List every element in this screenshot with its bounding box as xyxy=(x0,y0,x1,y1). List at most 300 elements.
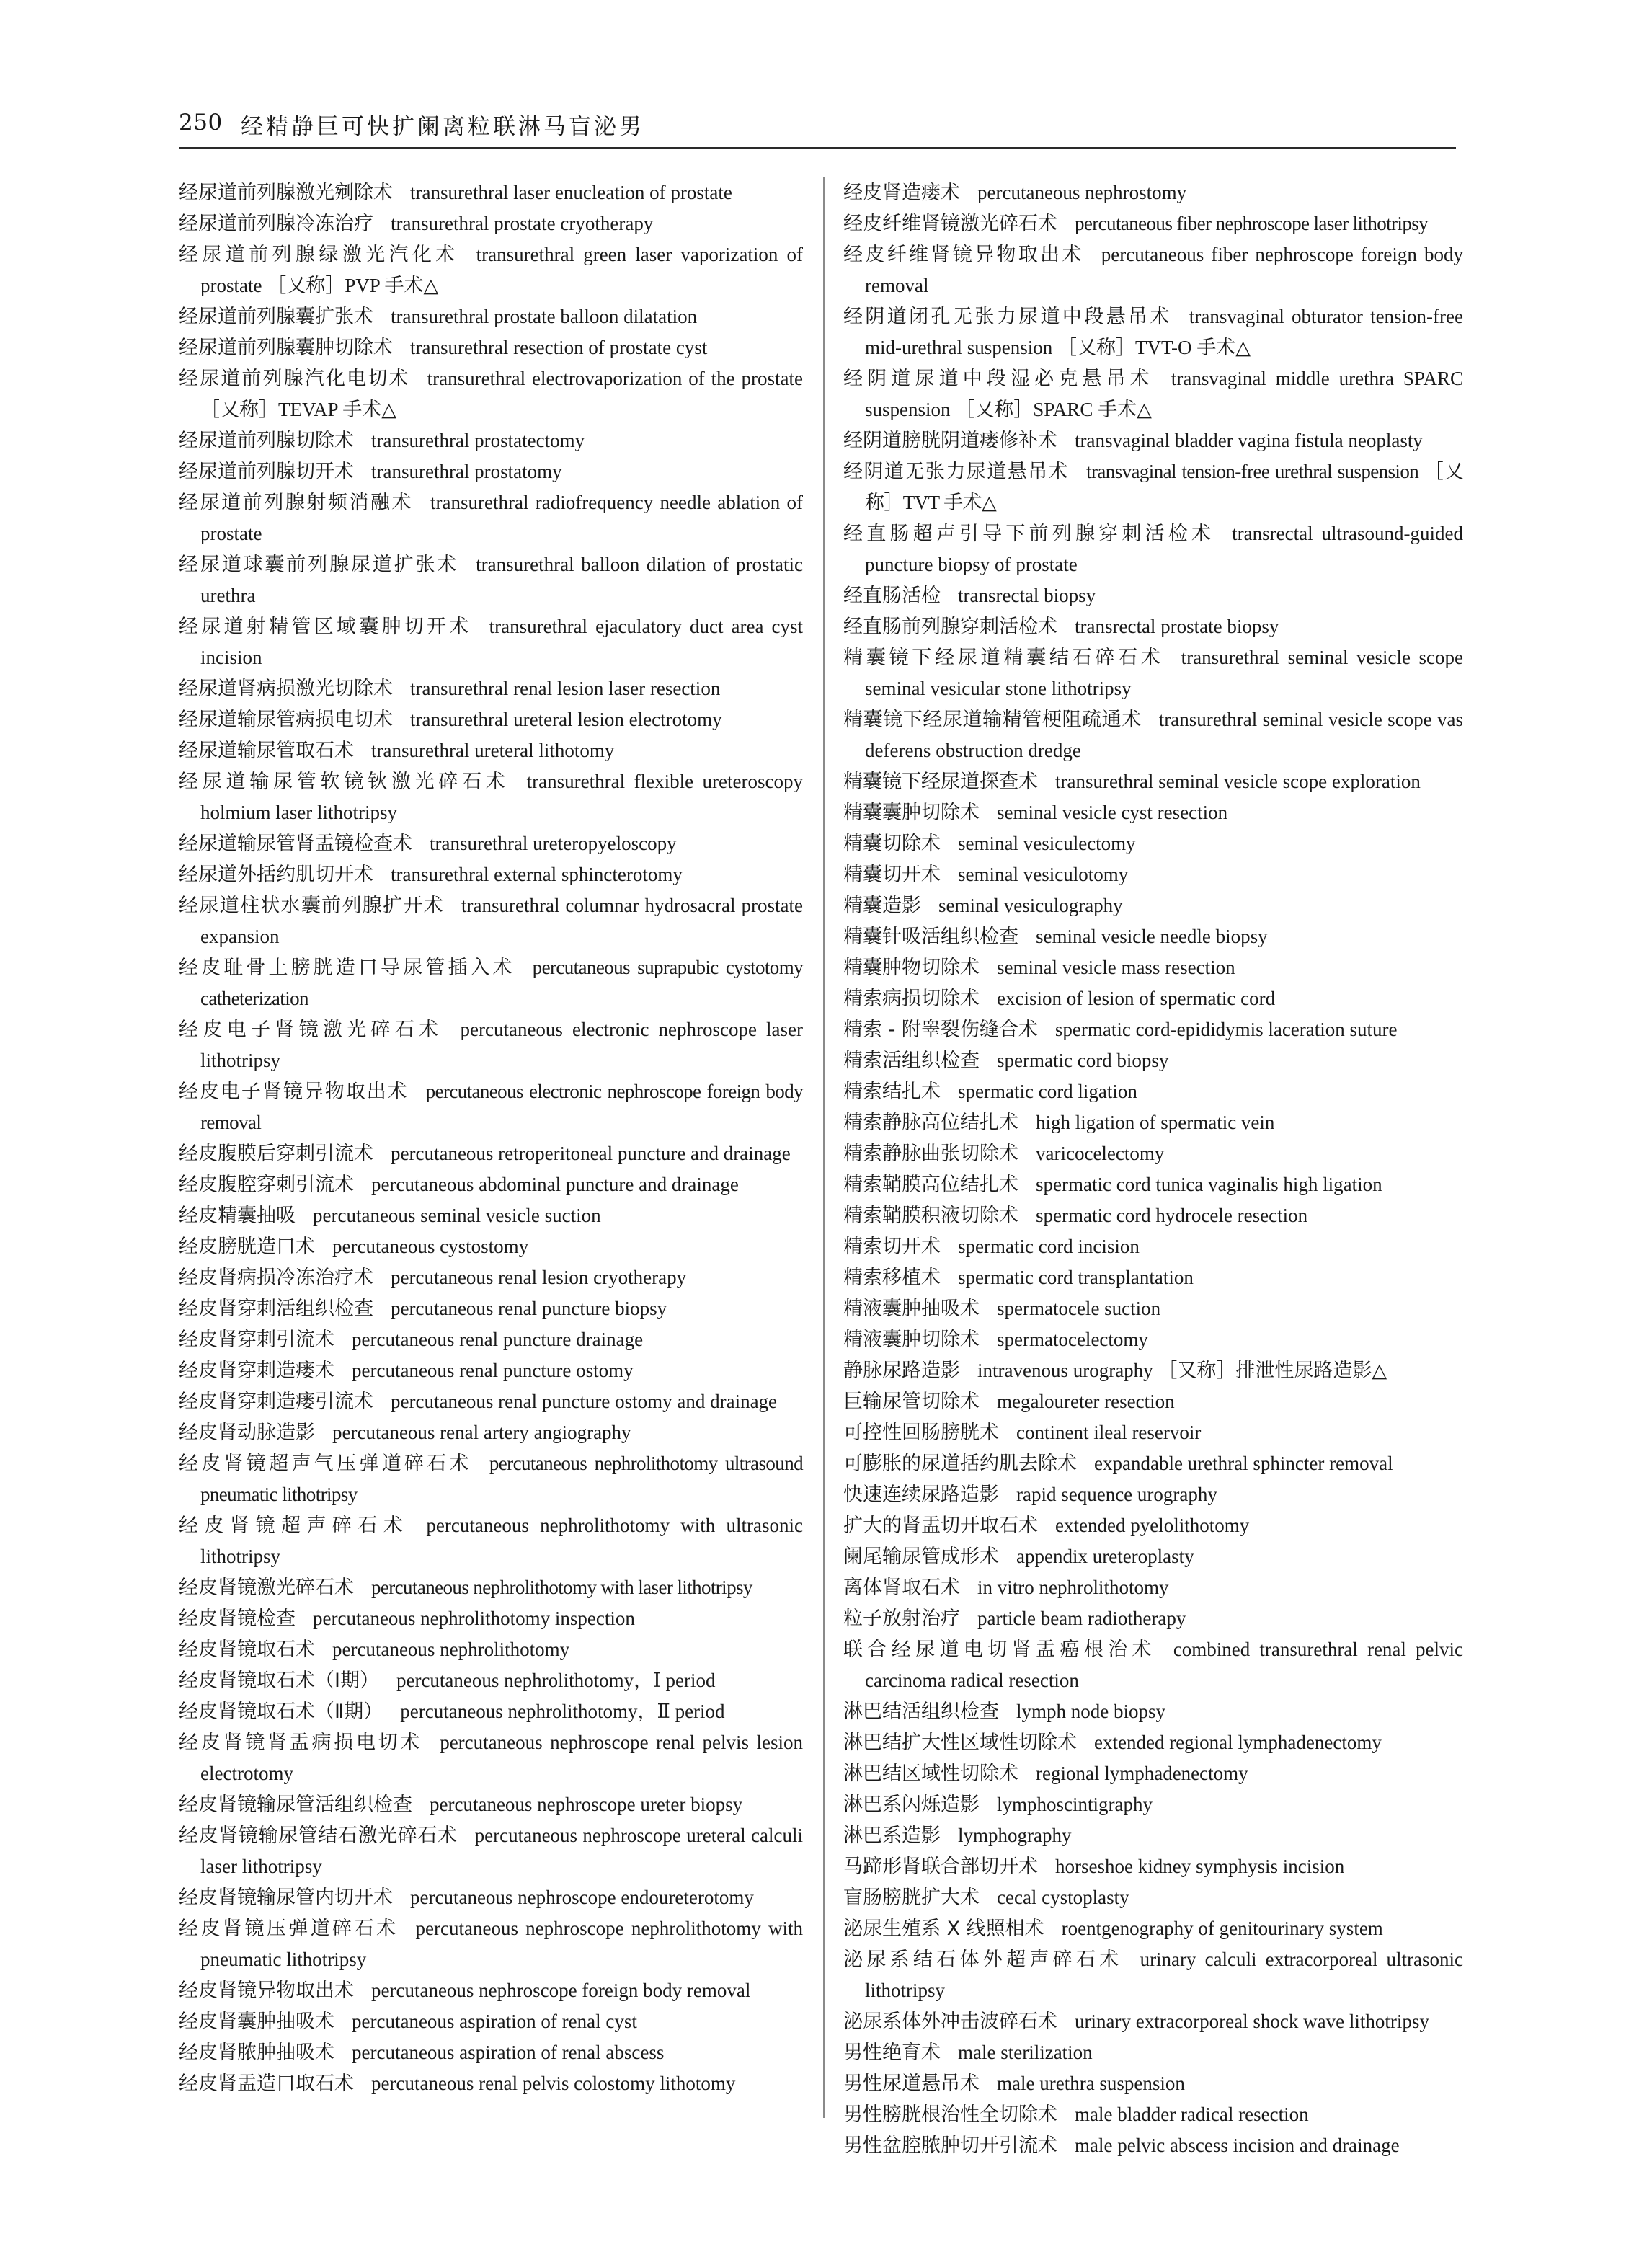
glossary-entry xyxy=(179,1696,803,1727)
entry-chinese-term: 经皮肾镜输尿管活组织检查 xyxy=(179,1794,412,1816)
glossary-entry xyxy=(843,890,1463,921)
entry-chinese-term: 经皮肾镜检查 xyxy=(179,1608,296,1630)
entry-chinese-term: 联合经尿道电切肾盂癌根治术 xyxy=(843,1639,1156,1661)
entry-chinese-term: 精索鞘膜积液切除术 xyxy=(843,1205,1018,1227)
entry-chinese-term: 经尿道输尿管软镜钬激光碎石术 xyxy=(179,771,510,793)
glossary-entry xyxy=(179,239,803,301)
entry-chinese-term: 经尿道前列腺囊扩张术 xyxy=(179,306,373,328)
entry-english-term: percutaneous electronic nephroscope laser lithotripsy xyxy=(200,1019,803,1071)
entry-chinese-term: 精囊镜下经尿道输精管梗阻疏通术 xyxy=(843,709,1142,731)
glossary-entry xyxy=(843,1138,1463,1169)
entry-chinese-term: 精囊肿物切除术 xyxy=(843,957,980,979)
entry-chinese-term: 淋巴系闪烁造影 xyxy=(843,1794,980,1816)
entry-english-term: spermatocele suction xyxy=(997,1298,1161,1319)
entry-english-term: lymph node biopsy xyxy=(1016,1701,1165,1722)
entry-english-term: extended regional lymphadenectomy xyxy=(1094,1732,1382,1753)
entry-english-term: transurethral seminal vesicle scope seminal vesicular stone lithotripsy xyxy=(865,647,1464,699)
glossary-entry xyxy=(843,518,1463,580)
entry-english-term: transurethral ejaculatory duct area cyst incision xyxy=(200,616,804,668)
glossary-entry xyxy=(179,2006,803,2037)
entry-chinese-term: 经直肠超声引导下前列腺穿刺活检术 xyxy=(843,523,1215,545)
right-column xyxy=(843,177,1463,2161)
glossary-entry xyxy=(843,1572,1463,1603)
entry-english-term: percutaneous nephrolithotomy，Ⅱ period xyxy=(400,1701,725,1722)
entry-chinese-term: 淋巴系造影 xyxy=(843,1825,941,1847)
glossary-entry xyxy=(179,1231,803,1262)
entry-chinese-term: 经皮肾镜超声碎石术 xyxy=(179,1515,409,1537)
entry-english-term: appendix ureteroplasty xyxy=(1016,1546,1194,1567)
entry-chinese-term: 经直肠前列腺穿刺活检术 xyxy=(843,616,1057,638)
entry-chinese-term: 经尿道前列腺囊肿切除术 xyxy=(179,337,393,359)
glossary-entry xyxy=(179,1572,803,1603)
entry-english-term: percutaneous nephroscope ureter biopsy xyxy=(430,1794,743,1815)
glossary-entry xyxy=(179,208,803,239)
glossary-entry xyxy=(843,1541,1463,1572)
glossary-entry xyxy=(179,1417,803,1448)
column-divider xyxy=(823,177,825,2118)
entry-english-term: transurethral external sphincterotomy xyxy=(391,864,683,885)
entry-english-term: percutaneous nephroscope ureteral calculi laser lithotripsy xyxy=(200,1825,804,1877)
entry-english-term: percutaneous nephroscope foreign body removal xyxy=(371,1980,751,2001)
entry-chinese-term: 经皮肾镜取石术（Ⅱ期） xyxy=(179,1701,383,1723)
glossary-entry xyxy=(179,1076,803,1138)
entry-chinese-term: 精囊造影 xyxy=(843,895,921,917)
entry-chinese-term: 经尿道输尿管取石术 xyxy=(179,740,354,762)
header-rule xyxy=(179,147,1456,149)
entry-chinese-term: 快速连续尿路造影 xyxy=(843,1484,999,1506)
entry-english-term: spermatic cord-epididymis laceration suture xyxy=(1054,1019,1398,1040)
glossary-entry xyxy=(843,208,1463,239)
entry-english-term: transurethral electrovaporization of the prostate ［又称］TEVAP 手术△ xyxy=(200,368,804,420)
glossary-entry xyxy=(843,1851,1463,1882)
entry-chinese-term: 经尿道射精管区域囊肿切开术 xyxy=(179,616,472,638)
entry-chinese-term: 泌尿系体外冲击波碎石术 xyxy=(843,2011,1057,2033)
entry-chinese-term: 精囊囊肿切除术 xyxy=(843,802,980,824)
entry-chinese-term: 经尿道前列腺切开术 xyxy=(179,461,354,483)
entry-english-term: transurethral green laser vaporization of prostate ［又称］PVP 手术△ xyxy=(200,244,803,296)
entry-english-term: percutaneous aspiration of renal abscess xyxy=(352,2042,665,2063)
entry-english-term: percutaneous nephroscope renal pelvis lesion electrotomy xyxy=(200,1732,803,1784)
entry-chinese-term: 经皮肾镜取石术（Ⅰ期） xyxy=(179,1670,379,1692)
glossary-entry xyxy=(179,735,803,766)
entry-chinese-term: 男性绝育术 xyxy=(843,2042,941,2064)
entry-chinese-term: 经皮肾镜压弹道碎石术 xyxy=(179,1918,399,1940)
entry-chinese-term: 泌尿系结石体外超声碎石术 xyxy=(843,1949,1123,1971)
glossary-entry xyxy=(843,1262,1463,1293)
glossary-entry xyxy=(179,1293,803,1324)
entry-chinese-term: 扩大的肾盂切开取石术 xyxy=(843,1515,1038,1537)
glossary-entry xyxy=(843,580,1463,611)
glossary-entry xyxy=(179,704,803,735)
glossary-entry xyxy=(843,425,1463,456)
glossary-entry xyxy=(843,1696,1463,1727)
glossary-entry xyxy=(843,2099,1463,2130)
left-column xyxy=(179,177,803,2099)
entry-english-term: percutaneous nephrolithotomy inspection xyxy=(313,1608,635,1629)
glossary-entry xyxy=(843,1758,1463,1789)
glossary-entry xyxy=(843,1882,1463,1913)
entry-chinese-term: 淋巴结区域性切除术 xyxy=(843,1763,1018,1785)
entry-chinese-term: 经皮精囊抽吸 xyxy=(179,1205,296,1227)
entry-chinese-term: 经直肠活检 xyxy=(843,585,941,607)
entry-english-term: percutaneous nephrolithotomy，Ⅰ period xyxy=(396,1670,716,1691)
entry-english-term: transurethral ureteral lithotomy xyxy=(371,740,615,761)
entry-english-term: transurethral ureteral lesion electrotomy xyxy=(410,709,722,730)
glossary-entry xyxy=(843,239,1463,301)
glossary-entry xyxy=(179,828,803,859)
entry-english-term: transurethral prostate cryotherapy xyxy=(391,213,654,234)
entry-english-term: transurethral radiofrequency needle ablation of prostate xyxy=(200,492,804,544)
glossary-entry xyxy=(179,1448,803,1510)
entry-chinese-term: 精索活组织检查 xyxy=(843,1050,980,1072)
glossary-entry xyxy=(843,766,1463,797)
entry-chinese-term: 经皮肾脓肿抽吸术 xyxy=(179,2042,334,2064)
entry-chinese-term: 精液囊肿切除术 xyxy=(843,1329,980,1351)
entry-english-term: male sterilization xyxy=(958,2042,1093,2063)
entry-chinese-term: 经皮肾镜肾盂病损电切术 xyxy=(179,1732,423,1754)
entry-chinese-term: 经尿道前列腺汽化电切术 xyxy=(179,368,410,390)
entry-english-term: percutaneous cystostomy xyxy=(332,1236,529,1257)
glossary-entry xyxy=(843,1355,1463,1386)
glossary-entry xyxy=(179,890,803,952)
entry-english-term: urinary calculi extracorporeal ultrasonic lithotripsy xyxy=(865,1949,1463,2001)
entry-english-term: transrectal prostate biopsy xyxy=(1075,616,1279,637)
glossary-entry xyxy=(179,1014,803,1076)
entry-english-term: percutaneous nephroscope endoureterotomy xyxy=(410,1887,754,1908)
entry-chinese-term: 经皮肾镜异物取出术 xyxy=(179,1980,354,2002)
entry-english-term: lymphoscintigraphy xyxy=(997,1794,1153,1815)
entry-chinese-term: 离体肾取石术 xyxy=(843,1577,960,1599)
glossary-entry xyxy=(843,1324,1463,1355)
glossary-entry xyxy=(179,332,803,363)
entry-english-term: in vitro nephrolithotomy xyxy=(977,1577,1169,1598)
entry-english-term: male urethra suspension xyxy=(997,2073,1185,2094)
glossary-entry xyxy=(179,1324,803,1355)
entry-english-term: regional lymphadenectomy xyxy=(1036,1763,1248,1784)
glossary-entry xyxy=(179,1603,803,1634)
entry-english-term: spermatic cord incision xyxy=(958,1236,1140,1257)
entry-chinese-term: 经皮肾镜超声气压弹道碎石术 xyxy=(179,1453,472,1475)
entry-chinese-term: 经皮肾镜输尿管结石激光碎石术 xyxy=(179,1825,458,1847)
glossary-entry xyxy=(179,611,803,673)
entry-chinese-term: 经尿道肾病损激光切除术 xyxy=(179,678,393,700)
glossary-entry xyxy=(843,1045,1463,1076)
entry-english-term: seminal vesiculectomy xyxy=(958,833,1136,854)
entry-chinese-term: 经皮腹膜后穿刺引流术 xyxy=(179,1143,373,1165)
entry-english-term: transrectal ultrasound-guided puncture biopsy of prostate xyxy=(865,523,1463,575)
entry-chinese-term: 经阴道尿道中段湿必克悬吊术 xyxy=(843,368,1154,390)
glossary-entry xyxy=(179,363,803,425)
glossary-entry xyxy=(843,363,1463,425)
entry-english-term: combined transurethral renal pelvic carcinoma radical resection xyxy=(865,1639,1464,1691)
entry-english-term: transvaginal tension-free urethral suspension ［又称］TVT 手术△ xyxy=(865,461,1464,513)
entry-english-term: transurethral prostatomy xyxy=(371,461,562,482)
entry-chinese-term: 经皮纤维肾镜异物取出术 xyxy=(843,244,1084,266)
entry-chinese-term: 经皮肾病损冷冻治疗术 xyxy=(179,1267,373,1289)
entry-english-term: percutaneous renal puncture ostomy xyxy=(352,1360,634,1381)
glossary-entry xyxy=(179,1820,803,1882)
entry-english-term: transurethral columnar hydrosacral prostate expansion xyxy=(200,895,804,947)
entry-english-term: transurethral prostatectomy xyxy=(371,430,585,451)
glossary-entry xyxy=(179,1200,803,1231)
glossary-entry xyxy=(179,2037,803,2068)
glossary-entry xyxy=(179,1727,803,1789)
entry-english-term: percutaneous abdominal puncture and drainage xyxy=(371,1174,739,1195)
entry-english-term: male bladder radical resection xyxy=(1075,2104,1309,2125)
glossary-entry xyxy=(843,177,1463,208)
glossary-entry xyxy=(843,1076,1463,1107)
entry-chinese-term: 经皮肾镜输尿管内切开术 xyxy=(179,1887,393,1909)
entry-chinese-term: 精囊切开术 xyxy=(843,864,941,886)
entry-chinese-term: 马蹄形肾联合部切开术 xyxy=(843,1856,1038,1878)
entry-chinese-term: 经尿道外括约肌切开术 xyxy=(179,864,373,886)
entry-english-term: high ligation of spermatic vein xyxy=(1036,1112,1275,1133)
entry-chinese-term: 精索病损切除术 xyxy=(843,988,980,1010)
entry-english-term: intravenous urography ［又称］排泄性尿路造影△ xyxy=(977,1360,1387,1381)
entry-chinese-term: 精囊针吸活组织检查 xyxy=(843,926,1018,948)
entry-chinese-term: 男性膀胱根治性全切除术 xyxy=(843,2104,1057,2126)
entry-chinese-term: 经尿道球囊前列腺尿道扩张术 xyxy=(179,554,459,576)
entry-chinese-term: 淋巴结活组织检查 xyxy=(843,1701,999,1723)
glossary-entry xyxy=(843,1107,1463,1138)
glossary-entry xyxy=(179,456,803,487)
entry-chinese-term: 经皮电子肾镜异物取出术 xyxy=(179,1081,409,1103)
glossary-entry xyxy=(843,1789,1463,1820)
glossary-entry xyxy=(179,2068,803,2099)
entry-english-term: spermatic cord hydrocele resection xyxy=(1036,1205,1308,1226)
glossary-entry xyxy=(843,1448,1463,1479)
page-number: 250 xyxy=(179,110,223,136)
glossary-entry xyxy=(843,1727,1463,1758)
entry-english-term: percutaneous fiber nephroscope laser lithotripsy xyxy=(1075,213,1429,234)
glossary-entry xyxy=(179,1975,803,2006)
entry-english-term: transurethral renal lesion laser resection xyxy=(410,678,721,699)
entry-english-term: spermatic cord biopsy xyxy=(997,1050,1169,1071)
glossary-entry xyxy=(843,611,1463,642)
entry-english-term: cecal cystoplasty xyxy=(997,1887,1129,1908)
glossary-entry xyxy=(179,1789,803,1820)
entry-chinese-term: 经皮肾造瘘术 xyxy=(843,182,960,204)
glossary-entry xyxy=(179,549,803,611)
entry-chinese-term: 经阴道膀胱阴道瘘修补术 xyxy=(843,430,1057,452)
glossary-entry xyxy=(179,1386,803,1417)
glossary-entry xyxy=(843,2037,1463,2068)
entry-english-term: percutaneous renal pelvis colostomy lithotomy xyxy=(371,2073,736,2094)
glossary-entry xyxy=(843,859,1463,890)
glossary-entry xyxy=(843,1510,1463,1541)
entry-chinese-term: 经皮肾穿刺活组织检查 xyxy=(179,1298,373,1320)
running-title: 经精静巨可快扩阑离粒联淋马盲泌男 xyxy=(241,114,644,140)
glossary-entry xyxy=(843,983,1463,1014)
entry-chinese-term: 经阴道闭孔无张力尿道中段悬吊术 xyxy=(843,306,1172,328)
entry-english-term: transurethral flexible ureteroscopy holmium laser lithotripsy xyxy=(200,771,804,823)
entry-chinese-term: 经尿道输尿管病损电切术 xyxy=(179,709,393,731)
entry-english-term: particle beam radiotherapy xyxy=(977,1608,1186,1629)
entry-english-term: transvaginal middle urethra SPARC suspension ［又称］SPARC 手术△ xyxy=(865,368,1464,420)
glossary-entry xyxy=(179,952,803,1014)
entry-english-term: transrectal biopsy xyxy=(958,585,1096,606)
entry-english-term: seminal vesiculography xyxy=(938,895,1123,916)
entry-chinese-term: 精索移植术 xyxy=(843,1267,941,1289)
entry-chinese-term: 经阴道无张力尿道悬吊术 xyxy=(843,461,1070,483)
entry-english-term: transurethral prostate balloon dilatation xyxy=(391,306,698,327)
entry-english-term: seminal vesicle needle biopsy xyxy=(1036,926,1268,947)
entry-english-term: percutaneous seminal vesicle suction xyxy=(313,1205,601,1226)
entry-english-term: transurethral ureteropyeloscopy xyxy=(430,833,677,854)
entry-english-term: percutaneous nephrolithotomy with ultrasonic lithotripsy xyxy=(200,1515,804,1567)
entry-english-term: male pelvic abscess incision and drainage xyxy=(1075,2135,1400,2156)
entry-english-term: transurethral resection of prostate cyst xyxy=(410,337,708,358)
entry-english-term: spermatic cord tunica vaginalis high ligation xyxy=(1036,1174,1382,1195)
entry-english-term: percutaneous renal puncture biopsy xyxy=(391,1298,667,1319)
glossary-entry xyxy=(179,1882,803,1913)
entry-chinese-term: 经尿道前列腺绿激光汽化术 xyxy=(179,244,459,266)
entry-chinese-term: 经皮肾动脉造影 xyxy=(179,1422,315,1444)
entry-chinese-term: 经皮肾盂造口取石术 xyxy=(179,2073,354,2095)
entry-chinese-term: 可膨胀的尿道括约肌去除术 xyxy=(843,1453,1077,1475)
glossary-entry xyxy=(179,1510,803,1572)
entry-chinese-term: 粒子放射治疗 xyxy=(843,1608,960,1630)
glossary-entry xyxy=(179,177,803,208)
entry-english-term: percutaneous electronic nephroscope foreign body removal xyxy=(200,1081,803,1133)
entry-chinese-term: 阑尾输尿管成形术 xyxy=(843,1546,999,1568)
glossary-entry xyxy=(843,2068,1463,2099)
entry-chinese-term: 经皮腹腔穿刺引流术 xyxy=(179,1174,354,1196)
entry-english-term: roentgenography of genitourinary system xyxy=(1061,1918,1383,1939)
entry-english-term: seminal vesicle mass resection xyxy=(997,957,1235,978)
entry-english-term: expandable urethral sphincter removal xyxy=(1094,1453,1393,1474)
glossary-entry xyxy=(843,1944,1463,2006)
glossary-entry xyxy=(843,642,1463,704)
entry-english-term: spermatocelectomy xyxy=(997,1329,1148,1350)
entry-chinese-term: 精索 - 附睾裂伤缝合术 xyxy=(843,1019,1038,1041)
glossary-entry xyxy=(843,828,1463,859)
entry-chinese-term: 经皮耻骨上膀胱造口导尿管插入术 xyxy=(179,957,515,979)
entry-english-term: percutaneous nephrolithotomy ultrasound pneumatic lithotripsy xyxy=(200,1453,803,1505)
entry-chinese-term: 经尿道前列腺切除术 xyxy=(179,430,354,452)
entry-chinese-term: 经尿道前列腺冷冻治疗 xyxy=(179,213,373,235)
entry-english-term: lymphography xyxy=(958,1825,1072,1846)
glossary-entry xyxy=(179,859,803,890)
entry-chinese-term: 精液囊肿抽吸术 xyxy=(843,1298,980,1320)
entry-english-term: percutaneous retroperitoneal puncture and drainage xyxy=(391,1143,791,1164)
glossary-entry xyxy=(179,1169,803,1200)
entry-english-term: transurethral seminal vesicle scope vas deferens obstruction dredge xyxy=(865,709,1463,761)
glossary-entry xyxy=(179,673,803,704)
glossary-entry xyxy=(843,952,1463,983)
entry-english-term: percutaneous renal puncture drainage xyxy=(352,1329,644,1350)
glossary-entry xyxy=(843,1634,1463,1696)
glossary-entry xyxy=(843,1014,1463,1045)
entry-english-term: transvaginal bladder vagina fistula neoplasty xyxy=(1075,430,1423,451)
entry-english-term: continent ileal reservoir xyxy=(1016,1422,1202,1443)
entry-english-term: percutaneous nephrostomy xyxy=(977,182,1187,203)
glossary-entry xyxy=(179,1355,803,1386)
entry-chinese-term: 经皮电子肾镜激光碎石术 xyxy=(179,1019,443,1041)
entry-chinese-term: 精索静脉曲张切除术 xyxy=(843,1143,1018,1165)
entry-chinese-term: 可控性回肠膀胱术 xyxy=(843,1422,999,1444)
entry-english-term: percutaneous nephroscope nephrolithotomy with pneumatic lithotripsy xyxy=(200,1918,804,1970)
entry-english-term: percutaneous renal artery angiography xyxy=(332,1422,631,1443)
entry-chinese-term: 精索鞘膜高位结扎术 xyxy=(843,1174,1018,1196)
glossary-entry xyxy=(843,301,1463,363)
entry-chinese-term: 淋巴结扩大性区域性切除术 xyxy=(843,1732,1077,1754)
glossary-entry xyxy=(843,1293,1463,1324)
entry-english-term: spermatic cord ligation xyxy=(958,1081,1137,1102)
glossary-entry xyxy=(843,1820,1463,1851)
entry-chinese-term: 经皮肾穿刺造瘘术 xyxy=(179,1360,334,1382)
glossary-entry xyxy=(179,1262,803,1293)
glossary-entry xyxy=(179,487,803,549)
entry-english-term: percutaneous renal lesion cryotherapy xyxy=(391,1267,687,1288)
entry-english-term: percutaneous fiber nephroscope foreign body removal xyxy=(865,244,1463,296)
glossary-entry xyxy=(843,1231,1463,1262)
glossary-entry xyxy=(843,1479,1463,1510)
entry-english-term: varicocelectomy xyxy=(1036,1143,1165,1164)
entry-english-term: horseshoe kidney symphysis incision xyxy=(1055,1856,1345,1877)
entry-english-term: transurethral laser enucleation of prostate xyxy=(410,182,732,203)
entry-chinese-term: 经皮纤维肾镜激光碎石术 xyxy=(843,213,1057,235)
entry-chinese-term: 精索结扎术 xyxy=(843,1081,941,1103)
entry-english-term: transurethral balloon dilation of prostatic urethra xyxy=(200,554,803,606)
glossary-entry xyxy=(843,704,1463,766)
entry-english-term: excision of lesion of spermatic cord xyxy=(997,988,1276,1009)
glossary-entry xyxy=(843,797,1463,828)
glossary-entry xyxy=(843,1386,1463,1417)
entry-chinese-term: 经皮肾穿刺引流术 xyxy=(179,1329,334,1351)
entry-chinese-term: 经皮膀胱造口术 xyxy=(179,1236,315,1258)
entry-chinese-term: 经皮肾镜激光碎石术 xyxy=(179,1577,354,1599)
entry-chinese-term: 经皮肾镜取石术 xyxy=(179,1639,315,1661)
glossary-entry xyxy=(843,1200,1463,1231)
entry-english-term: seminal vesiculotomy xyxy=(958,864,1129,885)
glossary-entry xyxy=(179,1913,803,1975)
entry-chinese-term: 经尿道前列腺射频消融术 xyxy=(179,492,414,514)
entry-english-term: extended pyelolithotomy xyxy=(1055,1515,1250,1536)
entry-chinese-term: 精囊镜下经尿道探查术 xyxy=(843,771,1038,793)
entry-english-term: percutaneous nephrolithotomy xyxy=(332,1639,570,1660)
entry-chinese-term: 静脉尿路造影 xyxy=(843,1360,960,1382)
entry-chinese-term: 精索切开术 xyxy=(843,1236,941,1258)
glossary-entry xyxy=(179,1665,803,1696)
entry-english-term: megaloureter resection xyxy=(997,1391,1175,1412)
entry-chinese-term: 经皮肾囊肿抽吸术 xyxy=(179,2011,334,2033)
entry-chinese-term: 精囊镜下经尿道精囊结石碎石术 xyxy=(843,647,1164,669)
entry-english-term: seminal vesicle cyst resection xyxy=(997,802,1228,823)
page-header xyxy=(179,105,1456,150)
entry-chinese-term: 经尿道输尿管肾盂镜检查术 xyxy=(179,833,412,855)
entry-chinese-term: 男性盆腔脓肿切开引流术 xyxy=(843,2135,1057,2157)
glossary-entry xyxy=(179,425,803,456)
entry-chinese-term: 精囊切除术 xyxy=(843,833,941,855)
entry-chinese-term: 精索静脉高位结扎术 xyxy=(843,1112,1018,1134)
glossary-entry xyxy=(843,1603,1463,1634)
entry-english-term: rapid sequence urography xyxy=(1016,1484,1217,1505)
entry-chinese-term: 男性尿道悬吊术 xyxy=(843,2073,980,2095)
entry-english-term: urinary extracorporeal shock wave lithotripsy xyxy=(1075,2011,1429,2032)
entry-english-term: transvaginal obturator tension-free mid-urethral suspension ［又称］TVT-O 手术△ xyxy=(865,306,1463,358)
entry-english-term: transurethral seminal vesicle scope exploration xyxy=(1055,771,1421,792)
glossary-entry xyxy=(843,1417,1463,1448)
glossary-entry xyxy=(843,1169,1463,1200)
entry-chinese-term: 经尿道柱状水囊前列腺扩开术 xyxy=(179,895,445,917)
glossary-entry xyxy=(843,1913,1463,1944)
glossary-entry xyxy=(843,2006,1463,2037)
entry-english-term: percutaneous aspiration of renal cyst xyxy=(352,2011,637,2032)
glossary-entry xyxy=(843,456,1463,518)
glossary-entry xyxy=(843,2130,1463,2161)
entry-english-term: percutaneous nephrolithotomy with laser lithotripsy xyxy=(371,1577,752,1598)
